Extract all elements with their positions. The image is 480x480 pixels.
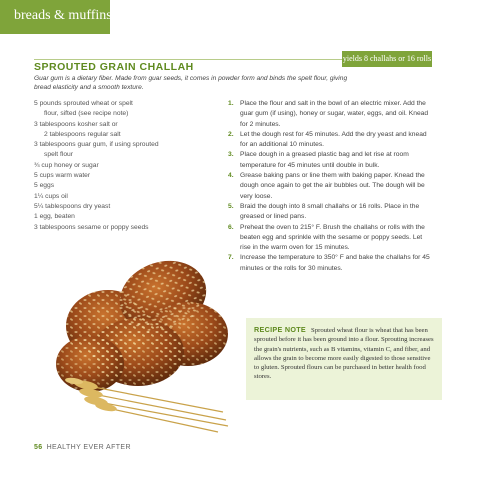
page-footer xyxy=(34,444,131,451)
recipe-note-text: Sprouted wheat flour is wheat that has been sprouted before it has been ground into a flour. Sprouting increases the grain's nutrients, such as B vitamins, vitamin C, and fiber, and allows the grain to become more easily digested to those sensitive to gluten. Sprouted flours can be purchased in better health food stores. xyxy=(254,327,434,381)
ingredient-item: ¾ cup honey or sugar xyxy=(34,161,99,169)
step-item xyxy=(228,171,433,202)
step-item xyxy=(228,223,433,254)
step-number: 1. xyxy=(228,100,234,107)
step-item xyxy=(228,253,433,274)
step-item xyxy=(228,150,433,171)
step-item xyxy=(228,130,433,151)
step-number: 7. xyxy=(228,254,234,262)
section-label: breads & muffins xyxy=(14,8,112,23)
challah-photo xyxy=(38,234,238,434)
ingredient-item: spelt flour xyxy=(44,151,73,159)
ingredient-item: 3 tablespoons guar gum, if using sprouted xyxy=(34,141,159,149)
book-title: HEALTHY EVER AFTER xyxy=(46,444,131,451)
recipe-note xyxy=(246,318,442,400)
step-item xyxy=(228,99,433,130)
title-rule xyxy=(34,59,364,60)
step-text: Place the flour and salt in the bowl of an electric mixer. Add the guar gum (if using), honey or sugar, water, eggs, and oil. Knead for 2 minutes. xyxy=(240,100,429,128)
ingredient-item: 5¼ tablespoons dry yeast xyxy=(34,202,111,210)
yield-badge: yields 8 challahs or 16 rolls xyxy=(342,51,432,67)
step-number: 5. xyxy=(228,202,234,210)
ingredient-item: 5 cups warm water xyxy=(34,172,91,180)
bread-loaf xyxy=(56,250,228,392)
ingredient-item: 5 pounds sprouted wheat or spelt xyxy=(34,100,133,107)
ingredient-item: 2 tablespoons regular salt xyxy=(44,130,121,138)
step-number: 2. xyxy=(228,130,234,138)
step-item xyxy=(228,202,433,223)
ingredient-item: 3 tablespoons kosher salt or xyxy=(34,120,118,128)
step-text: Grease baking pans or line them with baking paper. Knead the dough once again to get the air bubbles out. The dough will be very loose. xyxy=(240,172,425,200)
step-text: Let the dough rest for 45 minutes. Add the dry yeast and knead for an additional 10 minutes. xyxy=(240,130,427,149)
step-number: 3. xyxy=(228,151,234,159)
step-number: 6. xyxy=(228,223,234,231)
recipe-title: SPROUTED GRAIN CHALLAH xyxy=(34,61,194,73)
step-text: Increase the temperature to 350° F and bake the challahs for 45 minutes or the rolls for 30 minutes. xyxy=(240,254,430,272)
ingredient-list xyxy=(34,99,224,233)
ingredient-item: 1 egg, beaten xyxy=(34,213,75,221)
ingredient-item: 3 tablespoons sesame or poppy seeds xyxy=(34,223,149,231)
ingredient-item: 1¼ cups oil xyxy=(34,192,68,200)
page-number: 56 xyxy=(34,444,43,451)
ingredient-item: 5 eggs xyxy=(34,182,55,190)
section-tab xyxy=(0,0,110,34)
step-text: Preheat the oven to 215° F. Brush the challahs or rolls with the beaten egg and sprinkle with the sesame or poppy seeds. Let rise in the warm oven for 15 minutes. xyxy=(240,223,425,252)
step-list xyxy=(228,99,433,274)
step-number: 4. xyxy=(228,172,234,180)
step-text: Braid the dough into 8 small challahs or 16 rolls. Place in the greased or lined pans. xyxy=(240,202,420,221)
ingredient-item: flour, sifted (see recipe note) xyxy=(44,110,129,118)
step-text: Place dough in a greased plastic bag and let rise at room temperature for 45 minutes until double in bulk. xyxy=(240,151,409,169)
recipe-intro: Guar gum is a dietary fiber. Made from guar seeds, it comes in powder form and binds the spelt flour, giving bread elasticity and a smooth texture. xyxy=(34,75,348,91)
recipe-note-label: RECIPE NOTE xyxy=(254,325,307,334)
